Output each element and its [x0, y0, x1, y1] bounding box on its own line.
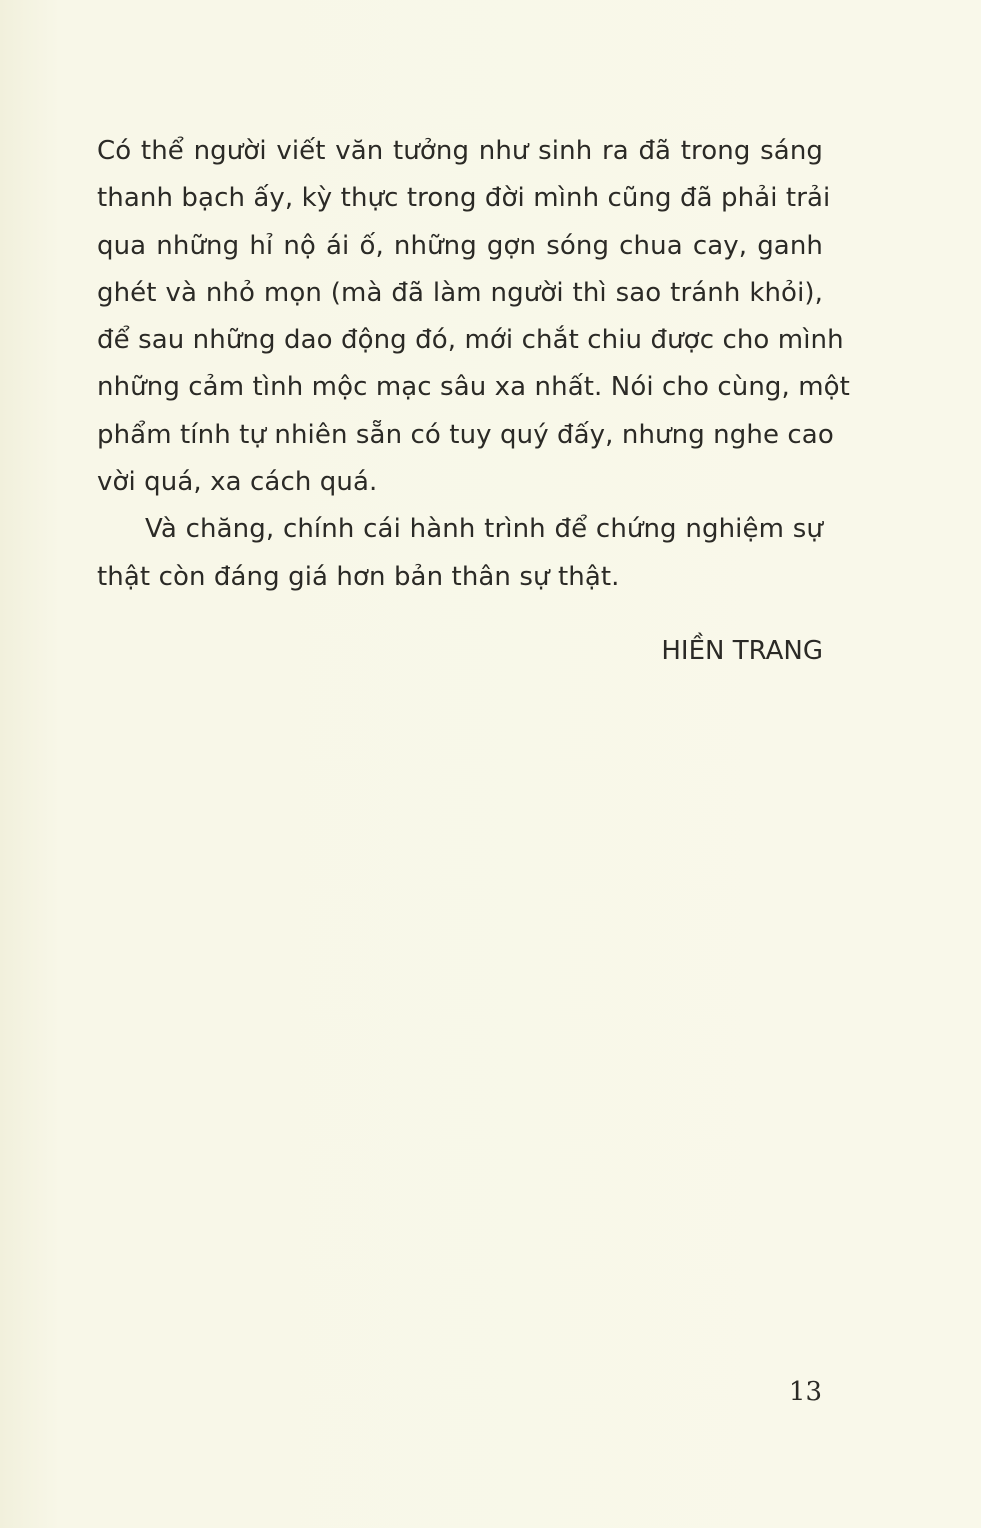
text-line: thanh bạch ấy, kỳ thực trong đời mình cũng đã phải trải: [97, 183, 831, 214]
text-line: qua những hỉ nộ ái ố, những gợn sóng chua cay, ganh: [97, 230, 823, 261]
text-line: ghét và nhỏ mọn (mà đã làm người thì sao tránh khỏi),: [97, 277, 823, 308]
text-line: Và chăng, chính cái hành trình để chứng nghiệm sự: [145, 514, 823, 545]
text-line: những cảm tình mộc mạc sâu xa nhất. Nói cho cùng, một: [97, 372, 850, 403]
text-line: Có thể người viết văn tưởng như sinh ra đã trong sáng: [97, 136, 823, 166]
page-number: 13: [788, 1377, 822, 1407]
text-line: thật còn đáng giá hơn bản thân sự thật.: [97, 561, 620, 592]
text-line: vời quá, xa cách quá.: [97, 467, 378, 498]
text-line: để sau những dao động đó, mới chắt chiu được cho mình: [97, 325, 844, 356]
author-signature: HIỀN TRANG: [661, 636, 823, 666]
body-text: [97, 128, 850, 601]
text-line: phẩm tính tự nhiên sẵn có tuy quý đấy, nhưng nghe cao: [97, 419, 834, 450]
